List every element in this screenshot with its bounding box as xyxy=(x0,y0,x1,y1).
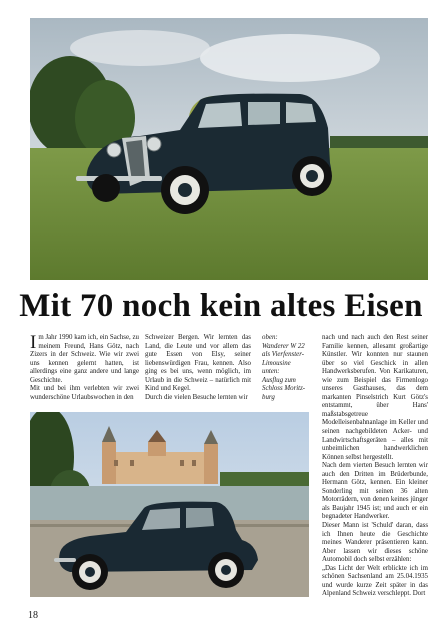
caption-line: unten: xyxy=(262,368,280,376)
paragraph: Mit und bei ihm verlebten wir zwei wunderschöne Urlaubswochen in den xyxy=(30,385,139,401)
paragraph: Schweizer Bergen. Wir lernten das Land, die Leute und vor allem das gute Essen von Elsy, seiner liebenswürdigen Frau, kennen. Also ging es bei uns, wenn möglich, im Urlaub in die Schweiz – natürlich mit Kind und Kegel. xyxy=(145,334,251,393)
text-column-1 xyxy=(30,334,139,402)
paragraph: Nach dem vierten Besuch lernten wir auch den Dritten im Brüderbunde, Hermann Götz, kennen. Ein kleiner Sonderling mit seinen 36 alten Motorrädern, von denen keines jünger als Baujahr 1945 ist; und auch er ein begnadeter Handwerker. xyxy=(322,462,428,521)
drop-cap: I xyxy=(30,332,37,353)
caption-line: Ausflug zum xyxy=(262,376,296,384)
paragraph: Durch die vielen Besuche lernten wir xyxy=(145,393,248,401)
caption-line: Wanderer W 22 xyxy=(262,342,305,350)
paragraph-text: m Jahr 1990 kam ich, ein Sachse, zu meinem Freund, Hans Götz, nach Zizers in der Schweiz. Wie wir zwei uns kennen gelernt hatten, ist allerdings eine ganz andere und lange Geschichte. xyxy=(30,334,139,384)
top-photo-illustration xyxy=(30,18,428,280)
caption-line: Limousine xyxy=(262,359,291,367)
bottom-photo xyxy=(30,412,309,597)
caption-line: oben: xyxy=(262,334,278,341)
article-headline: Mit 70 noch kein altes Eisen xyxy=(19,288,423,324)
bottom-photo-illustration xyxy=(30,412,309,597)
paragraph xyxy=(30,334,139,385)
caption-line: Schloss Moritz- xyxy=(262,385,306,393)
top-photo xyxy=(30,18,428,280)
text-column-3 xyxy=(322,334,428,599)
page-number: 18 xyxy=(28,610,38,621)
photo-caption xyxy=(262,334,320,402)
text-column-2 xyxy=(145,334,251,402)
paragraph: nach und nach auch den Rest seiner Familie kennen, allesamt großartige Künstler. Wir konnten nur staunen über so viel Geschick in allen Handwerksberufen. Von Karikaturen, wie zum Beispiel das Firmenlogo unseres Gasthauses, das dem markanten Pinselstrich Kurt Götz's entstammt, über Hans' maßstabsgetreue Modelleisenbahnanlage im Keller und seinen nachgebildeten Acker- und Landwirtschaftsgeräten – alles mit unbeimlichen handwerklichen Können selbst hergestellt. xyxy=(322,334,428,461)
caption-line: als Vierfenster- xyxy=(262,351,305,359)
caption-line: burg xyxy=(262,393,275,401)
paragraph: „Das Licht der Welt erblickte ich im schönen Sachsenland am 25.04.1935 und wurde kurze Zeit später in das Alpenland Schweiz verschleppt. Dort xyxy=(322,564,428,598)
paragraph: Dieser Mann ist 'Schuld' daran, dass ich Ihnen heute die Geschichte meines Wanderer präsentieren kann. Aber lassen wir dieses schöne Automobil doch selbst erzählen: xyxy=(322,522,428,564)
